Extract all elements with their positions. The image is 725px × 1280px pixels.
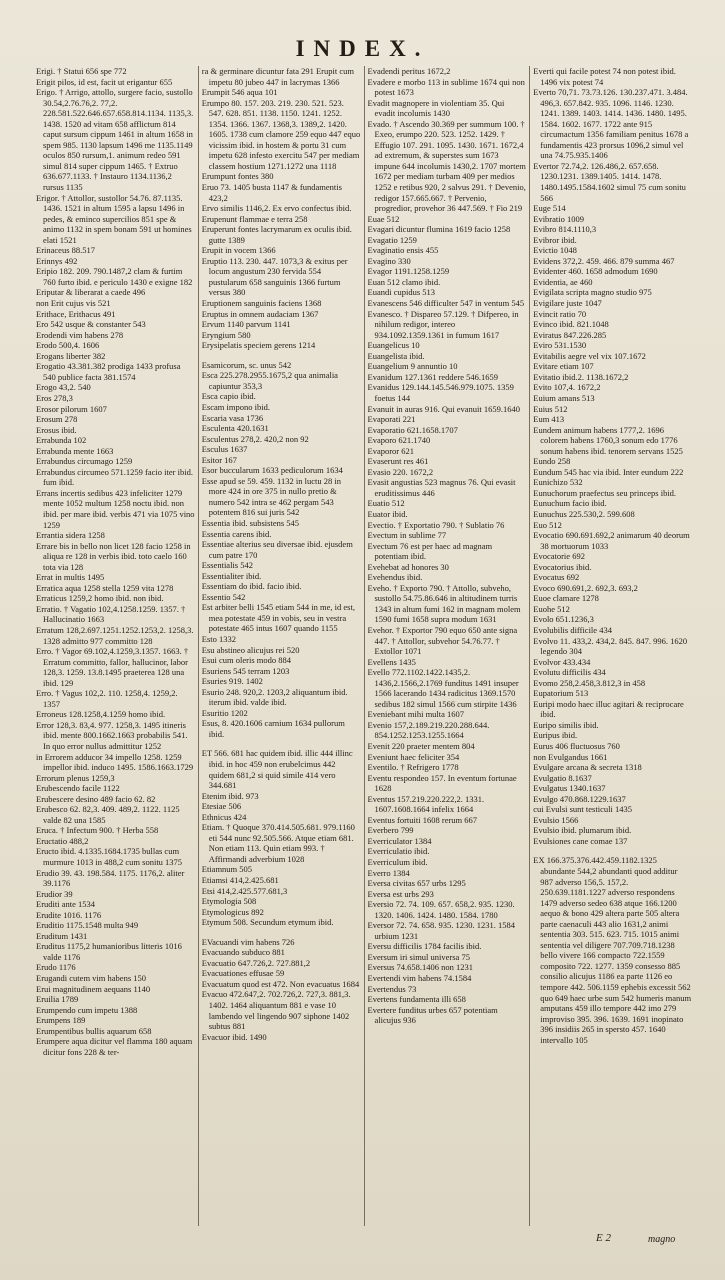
index-entry: Eripio 182. 209. 790.1487,2 clam & furtim 760 furto ibid. e periculo 1430 e exigne 182 [36, 266, 193, 287]
index-entry: Erraticus 1259,2 homo ibid. non ibid. [36, 593, 164, 604]
index-entry: Erubescendo facile 1122 [36, 783, 120, 794]
index-entry: Euae 512 [367, 213, 400, 224]
index-entry: Evehor. † Exportor 790 equo 650 ante signa 447. † Attollor, subvehor 54.76.77. † Extollor 1071 [367, 624, 518, 657]
signature-mark: E 2 [596, 1232, 611, 1244]
index-entry: Erumpit 546 aqua 101 [201, 87, 278, 98]
index-entry: Evehendus ibid. [367, 572, 423, 583]
index-entry: Evulsio ibid. plumarum ibid. [533, 825, 632, 836]
index-entry: Euium amans 513 [533, 392, 595, 403]
index-entry: Eruditus 1175,2 humanioribus litteris 1016 valde 1176 [36, 941, 182, 962]
index-entry: Eveniunt haec feliciter 354 [367, 751, 460, 762]
index-entry: Eversor 72. 74. 658. 935. 1230. 1231. 1584 urbium 1231 [367, 920, 516, 941]
index-entry: Erigit pilos, id est, facit ut erigantur 655 [36, 76, 173, 87]
index-entry: Esitor 167 [201, 454, 237, 465]
index-entry: Evectum in sublime 77 [367, 530, 447, 541]
index-entry: Evaginatio ensis 455 [367, 245, 439, 256]
index-entry: Evinco ibid. 821.1048 [533, 319, 609, 330]
index-entry: Erigor. † Attollor, sustollor 54.76. 87.1135. 1436. 1521 in altum 1595 a lapsu 1496 in pedes, & eminco supercilios 851 spe & animo 1132 in spem bonam 591 ut homines elati 1521 [36, 192, 192, 245]
index-entry: Etsi 414,2.425.577.681,3 [201, 885, 288, 896]
index-entry: Etiam. † Quoque 370.414.505.681. 979.1160 eti 544 nunc 92.505.566. Atque etiam 681. Non etiam 113. Quin etiam 993. † Affirmandi adverbium 1028 [201, 822, 355, 864]
index-entry: Erumpens 189 [36, 1015, 86, 1026]
index-column-2 [202, 66, 361, 1226]
index-entry: Erratica aqua 1258 stella 1259 vita 1278 [36, 582, 174, 593]
index-entry: Escam impono ibid. [201, 401, 270, 412]
index-entry: Evenio 157,2.189.219.220.288.644. 854.1252.1253.1255.1664 [367, 719, 490, 741]
index-entry: Eundem animum habens 1777,2. 1696 colorem habens 1760,3 sonum edo 1776 sonum habens ibid. tenorem servans 1525 [533, 424, 683, 456]
index-entry: Etymologicus 892 [201, 906, 264, 917]
index-entry: Evincit ratio 70 [533, 308, 587, 319]
index-entry: Erumpunt fontes 380 [201, 171, 274, 182]
index-entry: Evacuatio 647.726,2. 727.881,2 [201, 957, 311, 968]
index-entry: Eryngium 580 [201, 329, 251, 340]
index-entry: Evaporo 621.1740 [367, 435, 431, 446]
index-entry: Esca 225.278.2955.1675,2 qua animalia capiuntur 353,3 [201, 370, 338, 391]
index-entry: Erugandi cutem vim habens 150 [36, 973, 147, 984]
index-entry: Esuritio 1202 [201, 707, 248, 718]
index-entry: Euius 512 [533, 403, 568, 414]
index-entry: Euoe clamare 1278 [533, 593, 599, 604]
index-entry: Eruilia 1789 [36, 994, 79, 1005]
index-entry: Eversa est urbs 293 [367, 888, 434, 899]
index-entry: Evulgatus 1340.1637 [533, 783, 606, 794]
index-entry: Evertere funditus urbes 657 potentiam alicujus 936 [367, 1004, 498, 1026]
index-entry: Evulgatio 8.1637 [533, 772, 592, 783]
index-entry: Evitare etiam 107 [533, 361, 594, 372]
index-entry: Errabunda 102 [36, 435, 87, 446]
index-entry: Eversa civitas 657 urbs 1295 [367, 878, 466, 889]
index-entry: Evito 107,4. 1672,2 [533, 382, 601, 393]
index-entry: Evocatorius ibid. [533, 561, 592, 572]
index-entry: Evagari dicuntur flumina 1619 facio 1258 [367, 224, 511, 235]
index-entry: Ero 542 usque & constanter 543 [36, 319, 146, 330]
index-entry: Everto 70,71. 73.73.126. 130.237.471. 3.484. 496,3. 657.842. 935. 1096. 1146. 1230. 1241. 1389. 1403. 1414. 1436. 1480. 1495. 1584. 1602. 1677. 1722 ante 915 circumactum 1356 familiam penitus 1678 a fundamentis 423 prorsus 1096,2 simul vel una 74.75.935.1406 [533, 87, 689, 161]
index-entry: Errantia sidera 1258 [36, 530, 105, 541]
index-entry: Ervo similis 1146,2. Ex ervo confectus ibid. [201, 203, 352, 214]
index-entry: Erosum 278 [36, 414, 78, 425]
index-entry: ET 566. 681 hac quidem ibid. illic 444 illinc ibid. in hoc 459 non erubelcimus 442 quidem 681,2 si quid simile 414 vero 344.681 [201, 748, 353, 791]
index-entry: Evagor 1191.1258.1259 [367, 266, 450, 277]
index-entry: Evanidum 127.1361 reddere 546.1659 [367, 371, 499, 382]
index-entry: Evacuor ibid. 1490 [201, 1031, 267, 1042]
index-entry: Erratum 128,2.697.1251.1252.1253,2. 1258,3. 1328 admitto 977 committo 128 [36, 624, 194, 646]
index-entry: Etiamnum 505 [201, 864, 253, 875]
index-entry: Evehebat ad honores 30 [367, 561, 449, 572]
index-entry: Evolvo 11. 433,2. 434,2. 845. 847. 996. 1620 legendo 304 [533, 635, 688, 657]
index-entry: Evertor 72.74,2. 126.486,2. 657.658. 1230.1231. 1389.1405. 1414. 1478. 1480.1495.1584.1602 simul 75 cum sonitu 566 [533, 160, 686, 203]
index-entry: Eruperunt fontes lacrymarum ex oculis ibid. gutte 1389 [201, 224, 352, 245]
index-entry: Eversus 74.658.1406 non 1231 [367, 962, 474, 973]
index-entry: Euo 512 [533, 519, 562, 530]
index-entry: Erumpentibus bullis aquarum 658 [36, 1025, 152, 1036]
index-entry: Ervum 1140 parvum 1141 [201, 319, 291, 330]
index-entry: Eventus 157.219.220.222,2. 1331. 1607.1608.1664 infelix 1664 [367, 793, 485, 815]
index-entry: Euator ibid. [367, 508, 408, 519]
index-entry: Esui cum oleris modo 884 [201, 655, 291, 666]
index-entry: Euatio 512 [367, 498, 405, 509]
index-entry: Eveniebant mihi multa 1607 [367, 709, 465, 720]
index-entry: Eruptus in omnem audaciam 1367 [201, 308, 319, 319]
index-entry: Evoco 690.691,2. 692,3. 693,2 [533, 582, 638, 593]
index-entry: Erinaceus 88.517 [36, 245, 96, 256]
index-entry: Euripus ibid. [533, 730, 578, 741]
index-entry: Eunichizo 532 [533, 477, 583, 488]
index-column-1 [36, 66, 195, 1226]
index-entry: Evolutu difficilis 434 [533, 667, 606, 678]
index-entry: Erudior 39 [36, 888, 73, 899]
index-entry: Eupatorium 513 [533, 688, 589, 699]
index-entry: Erumpere aqua dicitur vel flamma 180 aquam dicitur fons 228 & ter- [36, 1036, 193, 1057]
index-entry: Evadit magnopere in violentiam 35. Qui evadit incolumis 1430 [367, 97, 505, 119]
index-entry: Euge 514 [533, 203, 566, 214]
index-entry: Euripi modo haec illuc agitari & reciprocare ibid. [533, 698, 684, 720]
index-entry: Evertendi vim habens 74.1584 [367, 973, 472, 984]
index-entry: Evenit 220 praeter mentem 804 [367, 741, 475, 751]
index-entry: Evigilare juste 1047 [533, 298, 602, 309]
index-entry: Eundum 545 hac via ibid. Inter eundum 222 [533, 466, 684, 477]
index-entry: Eruditum 1431 [36, 930, 88, 941]
index-entry: Evectio. † Exportatio 790. † Sublatio 76 [367, 519, 505, 530]
index-entry: in Errorem adducor 34 impello 1258. 1259 impellor ibid. induco 1495. 1586.1663.1729 [36, 751, 194, 773]
index-entry: Eruo 73. 1405 busta 1147 & fundamentis 423,2 [201, 182, 342, 203]
index-entry: Esuries 919. 1402 [201, 676, 263, 687]
index-entry: Eruptio 113. 230. 447. 1073,3 & exitus per locum angustum 230 fervida 554 pustularum 658 sanguinis 1366 furtum versus 380 [201, 255, 348, 298]
index-entry: Essentia carens ibid. [201, 528, 272, 539]
index-entry: Eruditio 1175.1548 multa 949 [36, 920, 139, 931]
index-entry: Eunuchus 225.530,2. 599.608 [533, 508, 635, 519]
index-entry: Eunuchorum praefectus seu princeps ibid. [533, 487, 677, 498]
index-entry: EX 166.375.376.442.459.1182.1325 abundante 544,2 abundanti quod additur 987 adverso 156,5. 157,2. 250.639.1181.1227 adverso respondens 1479 adverso sedeo 638 atque 166.1200 aequo & bono 429 altera parte 505 altera parte caenaculi 443 alio 1631,2 animi sententia 303. 515. 623. 715. 1015 animi sententia vel diligere 707.709.718.1238 bello vivere 166 compacto 722.1559 composito 722. 1277. 1359 consesso 885 consilio alicujus 1186 ea parte 1126 eo tempore 442. 506.1159 ephebis excessit 562 quo 649 haec urbe sum 542 humeris manum amputans 459 illo tempore 442 imo 279 improviso 395. 396. 1639. 1691 inopinato 396 insidiis 265 in spersto 457. 1640 intervallo 105 [533, 855, 692, 1045]
index-entry: non Erit cujus vis 521 [36, 298, 111, 309]
index-entry: Essentia ibid. subsistens 545 [201, 517, 300, 528]
index-entry: Everti qui facile potest 74 non potest ibid. 1496 vix potest 74 [533, 66, 676, 87]
index-entry: Erysipelatis speciem gerens 1214 [201, 340, 316, 351]
index-entry: Evertendus 73 [367, 983, 417, 994]
index-entry: Eructo ibid. 4.1335.1684.1735 bullas cum murmure 1013 in 488,2 cum sonitu 1375 [36, 846, 183, 868]
index-entry: Essentio 542 [201, 591, 246, 602]
index-entry: Erigo. † Arrigo, attollo, surgere facio, sustollo 30.54,2.76.76,2. 77,2. 228.581.522.646.657.658.814.1134. 1135,3. 1438. 1520 ad vitam 658 afflictum 814 caput sursum cippum 1461 in altum 1658 in spem 985. 1130 lapsum 1496 me 1135.1149 oculos 850 rursum,1. animum redeo 591 simul 814 super cippum 1465. † Extruo 636.677.1133. † Instauro 1134.1136,2 rursus 1135 [36, 87, 194, 193]
index-entry: Erro. † Vagor 69.102,4.1259,3.1357. 1663. † Erratum committo, fallor, hallucinor, labor 128,3. 1259. 13.8.1495 praeterea 128 una ibid. 129 [36, 646, 189, 688]
index-entry: Evibro 814.1110,3 [533, 224, 597, 235]
index-entry: Errare bis in bello non licet 128 facio 1258 in aliqua re 128 in verbis ibid. toto caelo 160 tota via 128 [36, 540, 191, 572]
index-entry: Erosus ibid. [36, 424, 77, 435]
index-entry: Erumpendo cum impetu 1388 [36, 1004, 138, 1015]
index-entry: Evulgo 470.868.1229.1637 [533, 793, 626, 804]
index-entry: Evaporatio 621.1658.1707 [367, 424, 458, 435]
index-entry: Etymum 508. Secundum etymum ibid. [201, 917, 334, 928]
index-entry: Eventu respondeo 157. In eventum fortunae 1628 [367, 772, 517, 794]
index-entry: Everbero 799 [367, 825, 414, 836]
index-entry: Error 128,3. 83,4. 977. 1258,3. 1495 itineris ibid. mente 800.1662.1663 probabilis 541. In quo error nullus admittitur 1252 [36, 719, 188, 751]
index-entry: Erodo 500,4. 1606 [36, 340, 100, 351]
index-entry: Evulgare arcana & secreta 1318 [533, 762, 642, 773]
index-entry: Essentialis 542 [201, 560, 253, 571]
index-entry: Eructatio 488,2 [36, 835, 89, 846]
column-divider [529, 66, 530, 1226]
index-entry: cui Evulsi sunt testiculi 1435 [533, 804, 632, 815]
index-entry: Evolo 651.1236,3 [533, 614, 594, 625]
index-entry: Erui magnitudinem aequans 1140 [36, 983, 151, 994]
index-entry: Everro 1384 [367, 867, 410, 878]
index-entry: Eversum iri simul universa 75 [367, 951, 470, 962]
index-entry: Evanidus 129.144.145.546.979.1075. 1359 foetus 144 [367, 382, 514, 403]
column-divider [198, 66, 199, 1226]
index-entry: Erosor pilorum 1607 [36, 403, 107, 414]
index-entry: Evello 772.1102.1422.1435,2. 1436,2.1566,2.1769 funditus 1491 insuper 1566 lacerando 1434 radicitus 1369.1570 sedibus 182 simul 1566 cum stirpite 1436 [367, 667, 519, 709]
index-entry: Evibror ibid. [533, 234, 577, 245]
index-entry: Etiamsi 414,2.425.681 [201, 875, 279, 886]
index-entry: Erudo 1176 [36, 962, 76, 973]
index-entry: Escaria vasa 1736 [201, 412, 264, 423]
index-entry: Euripo similis ibid. [533, 719, 599, 730]
index-entry: Esu abstineo alicujus rei 520 [201, 644, 300, 655]
column-divider [364, 66, 365, 1226]
index-entry: Euangelicus 10 [367, 340, 420, 351]
index-entry: Evasio 220. 1672,2 [367, 466, 434, 477]
index-entry: Erudio 39. 43. 198.584. 1175. 1176,2. aliter 39.1176 [36, 867, 185, 889]
index-entry: Erogans liberter 382 [36, 350, 106, 361]
index-entry: Evidenter 460. 1658 admodum 1690 [533, 266, 658, 277]
index-entry: non Evulgandus 1661 [533, 751, 608, 762]
index-entry: Evellens 1435 [367, 656, 416, 667]
index-entry: Evacuatum quod est 472. Non evacuatus 1684 [201, 978, 360, 989]
index-entry: Erithace, Erithacus 491 [36, 308, 116, 319]
index-entry: Etesiae 506 [201, 801, 242, 812]
index-columns [36, 66, 692, 1226]
index-entry: Eriputar & liberarat a caede 496 [36, 287, 146, 298]
index-entry: Evidens 372,2. 459. 466. 879 summa 467 [533, 255, 675, 266]
index-entry: Evacuo 472.647,2. 702.726,2. 727,3. 881,3. 1402. 1464 aliquantum 881 e vase 10 lambendo vel lingendo 907 siphone 1402 subtus 881 [201, 989, 351, 1032]
index-entry: Erogo 43,2. 540 [36, 382, 91, 393]
index-entry: Eviratus 847.226.285 [533, 329, 607, 340]
index-entry: Evolubilis difficile 434 [533, 624, 612, 635]
index-entry: Eruca. † Infectum 900. † Herba 558 [36, 825, 159, 836]
section-break [533, 846, 692, 855]
index-entry: Errorum plenus 1259,3 [36, 772, 115, 783]
index-entry: Erinnys 492 [36, 255, 78, 266]
index-entry: Erodendi vim habens 278 [36, 329, 124, 340]
index-entry: Essentialiter ibid. [201, 570, 262, 581]
index-entry: Erupenunt flammae e terra 258 [201, 213, 308, 224]
index-entry: Evadere e morbo 113 in sublime 1674 qui non potest 1673 [367, 76, 525, 98]
index-entry: Esurio 248. 920,2. 1203,2 aliquantum ibid. iterum ibid. valde ibid. [201, 686, 348, 708]
index-entry: Erro. † Vagus 102,2. 110. 1258,4. 1259,2. 1357 [36, 688, 178, 709]
index-entry: Errat in multis 1495 [36, 572, 105, 583]
index-entry: Etymologia 508 [201, 896, 257, 907]
index-entry: Evasit angustias 523 magnus 76. Qui evasit eruditissimus 446 [367, 477, 516, 498]
index-entry: Eundo 258 [533, 456, 571, 467]
index-entry: Everriculator 1384 [367, 835, 432, 846]
index-entry: Esculus 1637 [201, 444, 248, 455]
index-entry: Eversu difficilis 1784 facilis ibid. [367, 941, 482, 952]
index-entry: Evanesco. † Dispareo 57.129. † Difpereo, in nihilum redigor, intereo 934.1092.1359.1361 in fumum 1617 [367, 308, 519, 340]
index-entry: Evigilata scripta magno studio 975 [533, 287, 652, 298]
index-entry: Essentiam do ibid. facio ibid. [201, 581, 302, 592]
index-entry: Evaserunt res 461 [367, 456, 429, 467]
index-entry: Evomo 258,2.458,3.812,3 in 458 [533, 677, 646, 688]
index-entry: Eviro 531.1530 [533, 340, 587, 351]
index-entry: Evertens fundamenta illi 658 [367, 994, 466, 1005]
index-entry: Eversio 72. 74. 109. 657. 658,2. 935. 1230. 1320. 1406. 1424. 1480. 1584. 1780 [367, 899, 515, 920]
index-entry: Erroneus 128.1258,4.1259 homo ibid. [36, 709, 166, 720]
index-entry: Errans incertis sedibus 423 infeliciter 1279 mente 1052 multum 1258 noctu ibid. non ibid. per mare ibid. verbis 471 via 1075 vino 1259 [36, 487, 195, 530]
index-entry: Esamicorum, sc. unus 542 [201, 359, 292, 370]
index-entry: Esca capio ibid. [201, 391, 256, 402]
index-entry: Essentiae alterius seu diversae ibid. ejusdem cum patre 170 [201, 539, 353, 560]
index-entry: Eunuchum facio ibid. [533, 498, 607, 509]
index-entry: Evectum 76 est per haec ad magnam potentiam ibid. [367, 540, 493, 562]
index-entry: Evibratio 1009 [533, 213, 585, 224]
index-entry: Evitabilis aegre vel vix 107.1672 [533, 350, 646, 361]
index-entry: Esus, 8. 420.1606 carnium 1634 pullorum ibid. [201, 718, 345, 739]
index-entry: Erubesco 62. 82,3. 409. 489,2. 1122. 1125 valde 82 una 1585 [36, 804, 180, 825]
index-entry: Everriculatio ibid. [367, 846, 430, 857]
index-entry: Euangelium 9 annuntio 10 [367, 361, 458, 372]
section-break [202, 351, 361, 360]
index-entry: Evadendi peritus 1672,2 [367, 66, 451, 76]
page-title: INDEX. [295, 36, 430, 61]
index-entry: Evolvor 433.434 [533, 656, 591, 667]
index-entry: Evado. † Ascendo 30.369 per summum 100. † Exeo, erumpo 220. 523. 1252. 1429. † Effugio 107. 291. 1095. 1430. 1671. 1672,4 ad extremum, & superstes sum 1673 impune 644 incolumis 1430,2. 1707 mortem 1672 per mediam turbam 409 per medios 1252 e retibus 920, 2 salvus 291. † Devenio, redigor 157.665.667. † Pervenio, progredior, provehor 36 447.569. † Fio 219 [367, 118, 526, 214]
index-entry: Euohe 512 [533, 603, 570, 614]
index-column-3 [368, 66, 527, 1226]
index-entry: Eventus fortuiti 1608 rerum 667 [367, 814, 478, 825]
index-entry: Esculentus 278,2. 420,2 non 92 [201, 433, 309, 444]
index-entry: Erigi. † Statui 656 spe 772 [36, 66, 127, 76]
index-entry: Evocatus 692 [533, 572, 580, 583]
index-entry: EVacuandi vim habens 726 [201, 936, 295, 947]
index-entry: Evaporati 221 [367, 414, 416, 425]
index-entry: Est arbiter belli 1545 etiam 544 in me, id est, mea potestate 459 in vobis, seu in vestra potestate 465 intus 1607 quando 1155 [201, 602, 355, 634]
index-entry: Evulsio 1566 [533, 814, 579, 825]
index-entry: Euandi cupidus 513 [367, 287, 436, 298]
section-break [202, 739, 361, 748]
index-entry: Errabundus circumeo 571.1259 facio iter ibid. fum ibid. [36, 466, 193, 488]
index-entry: Esse apud se 59. 459. 1132 in luctu 28 in more 424 in ore 375 in nullo pretio & numero 542 intra se 462 pergam 543 potentem 816 sui juris 542 [201, 475, 341, 518]
index-entry: Eruditi ante 1534 [36, 899, 96, 910]
section-break [202, 928, 361, 937]
index-entry: Esculenta 420.1631 [201, 423, 269, 434]
index-entry: Euangelista ibid. [367, 350, 425, 361]
index-entry: Etenim ibid. 973 [201, 790, 259, 801]
catchword: magno [648, 1234, 676, 1245]
index-entry: Euan 512 clamo ibid. [367, 276, 441, 287]
index-column-4 [533, 66, 692, 1226]
index-entry: Evacuationes effusae 59 [201, 968, 285, 979]
index-entry: Eruptionem sanguinis faciens 1368 [201, 298, 322, 309]
index-entry: Erogatio 43.381.382 prodiga 1433 profusa 540 publice facta 381.1574 [36, 361, 181, 382]
index-entry: Evaporor 621 [367, 445, 415, 456]
index-entry: Esor buccularum 1633 pediculorum 1634 [201, 465, 343, 476]
index-entry: Esto 1332 [201, 633, 236, 644]
index-entry: Evagatio 1259 [367, 234, 417, 245]
index-entry: Erupit in vocem 1366 [201, 245, 276, 256]
index-entry: Errabundus circumago 1259 [36, 456, 133, 467]
index-entry: Erudite 1016. 1176 [36, 909, 102, 920]
index-entry: Evagino 330 [367, 255, 411, 266]
index-entry: Errabunda mente 1663 [36, 445, 114, 456]
index-entry: Evocatio 690.691.692,2 animarum 40 deorum 38 mortuorum 1033 [533, 530, 690, 551]
index-entry: Evictio 1048 [533, 245, 577, 256]
index-entry: Erumpo 80. 157. 203. 219. 230. 521. 523. 547. 628. 851. 1138. 1150. 1241. 1252. 1354. 1366. 1367. 1368,3. 1389,2. 1420. 1605. 1738 cum clamore 259 equo 447 equo vicissim ibid. in hostem & portu 31 cum impetu 628 infesto exercitu 547 per mediam classem hostium 1271.1272 una 1118 [201, 97, 361, 171]
index-entry: Erratio. † Vagatio 102,4.1258.1259. 1357. † Hallucinatio 1663 [36, 603, 186, 625]
index-entry: ra & germinare dicuntur fata 291 Erupit cum impetu 80 jubeo 447 in lacrymas 1366 [201, 66, 354, 87]
index-entry: Erubescere desino 489 facio 62. 82 [36, 793, 156, 804]
index-entry: Esuriens 545 terram 1203 [201, 665, 290, 676]
index-entry: Evacuando subduco 881 [201, 947, 285, 958]
index-entry: Evidentia, ae 460 [533, 276, 593, 287]
index-entry: Eros 278,3 [36, 392, 73, 403]
index-entry: Eum 413 [533, 414, 565, 425]
index-entry: Evanuit in auras 916. Qui evanuit 1659.1640 [367, 403, 521, 414]
index-entry: Evocatorie 692 [533, 551, 585, 562]
index-entry: Ethnicus 424 [201, 811, 247, 822]
index-entry: Everriculum ibid. [367, 857, 428, 868]
index-entry: Eventilo. † Refrigero 1778 [367, 762, 459, 773]
index-entry: Evulsiones cane comae 137 [533, 835, 628, 846]
index-entry: Eurus 406 fluctuosus 760 [533, 741, 620, 751]
index-entry: Eveho. † Exporto 790. † Attollo, subveho, sustollo 54.75.86.646 in altitudinem turris 1343 in altum fumi 162 in magnam molem 1590 fumi 1658 supra modum 1631 [367, 582, 521, 625]
index-entry: Evitatio ibid.2. 1138.1672,2 [533, 371, 629, 382]
index-entry: Evanescens 546 difficulter 547 in ventum 545 [367, 298, 525, 309]
